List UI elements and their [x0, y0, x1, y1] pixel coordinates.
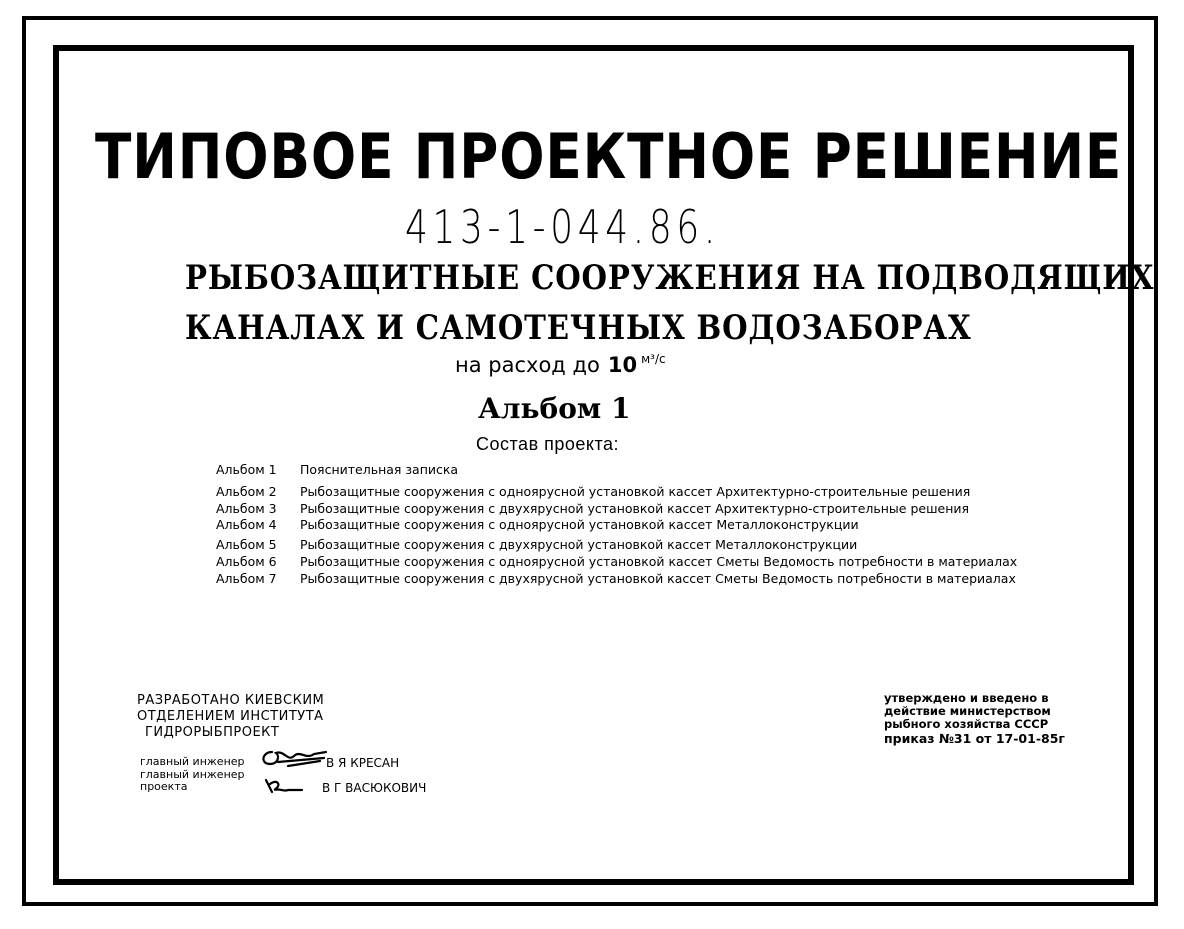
main-title: ТИПОВОЕ ПРОЕКТНОЕ РЕШЕНИЕ — [95, 120, 1123, 193]
album-label: Альбом 5 — [216, 537, 277, 552]
subtitle-line-1: РЫБОЗАЩИТНЫЕ СООРУЖЕНИЯ НА ПОДВОДЯЩИХ — [185, 258, 1155, 298]
album-text: Рыбозащитные сооружения с одноярусной установкой кассет Металлоконструкции — [300, 517, 859, 532]
subtitle-line-2: КАНАЛАХ И САМОТЕЧНЫХ ВОДОЗАБОРАХ — [185, 308, 972, 348]
approval-line-2: действие министерством — [884, 704, 1051, 718]
project-engineer-name: В Г ВАСЮКОВИЧ — [322, 781, 427, 795]
flow-prefix: на расход до — [455, 353, 600, 377]
album-text: Пояснительная записка — [300, 462, 459, 477]
album-row — [216, 484, 970, 499]
album-row — [216, 554, 1017, 569]
developer-line-1: РАЗРАБОТАНО КИЕВСКИМ — [137, 693, 325, 708]
album-label: Альбом 2 — [216, 484, 277, 499]
project-engineer-label-2: проекта — [140, 780, 188, 793]
album-text: Рыбозащитные сооружения с двухярусной установкой кассет Сметы Ведомость потребности в материалах — [300, 571, 1016, 586]
album-label: Альбом 1 — [216, 462, 277, 477]
approval-line-1: утверждено и введено в — [884, 691, 1049, 705]
developer-line-2: ОТДЕЛЕНИЕМ ИНСТИТУТА — [137, 709, 324, 724]
project-engineer-label-1: главный инженер — [140, 768, 245, 781]
signature-vasyukovich-icon — [262, 776, 306, 798]
album-text: Рыбозащитные сооружения с двухярусной установкой кассет Металлоконструкции — [300, 537, 858, 552]
developer-line-3: ГИДРОРЫБПРОЕКТ — [145, 725, 280, 740]
album-text: Рыбозащитные сооружения с одноярусной установкой кассет Сметы Ведомость потребности в материалах — [300, 554, 1018, 569]
chief-engineer-label: главный инженер — [140, 755, 245, 768]
approval-line-3: рыбного хозяйства СССР — [884, 717, 1049, 731]
signature-kresan-icon — [258, 744, 330, 774]
album-text: Рыбозащитные сооружения с одноярусной установкой кассет Архитектурно-строительные решения — [300, 484, 971, 499]
album-row — [216, 571, 1016, 586]
album-row — [216, 462, 458, 477]
album-row — [216, 537, 857, 552]
album-title: Альбом 1 — [478, 392, 631, 425]
flow-value: 10 — [607, 353, 638, 377]
album-label: Альбом 4 — [216, 517, 277, 532]
album-label: Альбом 7 — [216, 571, 277, 586]
approval-line-4: приказ №31 от 17-01-85г — [884, 731, 1065, 746]
chief-engineer-name: В Я КРЕСАН — [326, 756, 400, 770]
contents-heading: Состав проекта: — [476, 434, 620, 454]
flow-rate — [455, 352, 666, 377]
flow-unit: м³/с — [641, 352, 666, 366]
document-number: 413-1-044.86. — [405, 200, 720, 254]
album-label: Альбом 6 — [216, 554, 277, 569]
album-label: Альбом 3 — [216, 501, 277, 516]
album-row — [216, 517, 859, 532]
album-row — [216, 501, 969, 516]
album-text: Рыбозащитные сооружения с двухярусной установкой кассет Архитектурно-строительные решения — [300, 501, 970, 516]
